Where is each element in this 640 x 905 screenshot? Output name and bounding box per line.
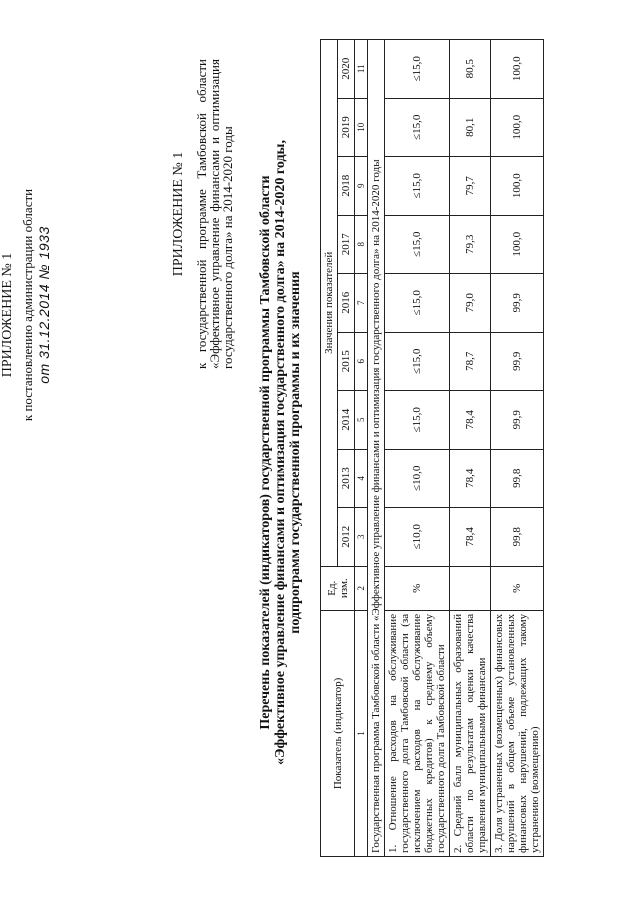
value-cell: ≤15,0 — [385, 332, 450, 391]
value-cell: 99,9 — [491, 274, 544, 333]
indicator-name: 3. Доля устраненных (возмещенных) финансовых нарушений в общем объеме установленных финансовых нарушений, подлежащих такому устранению (возмещению) — [491, 610, 544, 856]
value-cell: 100,0 — [491, 40, 544, 99]
value-cell: 79,0 — [450, 274, 491, 333]
header-unit: Ед. изм. — [321, 566, 355, 610]
header-indicator: Показатель (индикатор) — [321, 610, 355, 856]
column-number: 1 — [355, 610, 368, 856]
value-cell: 100,0 — [491, 215, 544, 274]
title-line-3: подпрограмм государственной программы и их значения — [288, 271, 303, 634]
indicator-name: 1. Отношение расходов на обслуживание государственного долга Тамбовской области (за исключением расходов на обслуживание бюджетных кредитов) к среднему объему государственного долга Тамбовской области — [385, 610, 450, 856]
table-row — [450, 40, 491, 857]
handwritten-date-number: от 31.12.2014 № 1933 — [36, 226, 52, 384]
year-cell: 2014 — [338, 391, 355, 450]
value-cell: 78,4 — [450, 391, 491, 450]
title-line-2: «Эффективное управление финансами и оптимизация государственного долга» на 2014-2020 годы, — [273, 140, 288, 765]
column-number: 3 — [355, 508, 368, 567]
value-cell: ≤10,0 — [385, 449, 450, 508]
year-cell: 2013 — [338, 449, 355, 508]
year-cell: 2016 — [338, 274, 355, 333]
appendix-program-block — [172, 59, 234, 369]
appendix-program-body: к государственной программе Тамбовской области «Эффективное управление финансами и оптимизация государственного долга» на 2014-2020 годы — [194, 59, 235, 369]
value-cell: 78,4 — [450, 449, 491, 508]
value-cell: 78,7 — [450, 332, 491, 391]
year-cell: 2019 — [338, 98, 355, 157]
year-cell: 2015 — [338, 332, 355, 391]
value-cell: 80,5 — [450, 40, 491, 99]
value-cell: 79,3 — [450, 215, 491, 274]
table-row — [385, 40, 450, 857]
column-number: 11 — [355, 40, 368, 99]
column-number: 6 — [355, 332, 368, 391]
indicators-table — [320, 39, 544, 857]
value-cell: ≤15,0 — [385, 40, 450, 99]
value-cell: 79,7 — [450, 157, 491, 216]
value-cell: ≤15,0 — [385, 98, 450, 157]
column-number: 5 — [355, 391, 368, 450]
value-cell: ≤15,0 — [385, 391, 450, 450]
column-number: 7 — [355, 274, 368, 333]
indicator-name: 2. Средний балл муниципальных образований области по результатам оценки качества управления муниципальными финансами — [450, 610, 491, 856]
value-cell: ≤15,0 — [385, 274, 450, 333]
value-cell: 78,4 — [450, 508, 491, 567]
value-cell: 99,9 — [491, 332, 544, 391]
column-number: 9 — [355, 157, 368, 216]
column-number-row — [355, 40, 368, 857]
value-cell: 99,8 — [491, 508, 544, 567]
year-cell: 2018 — [338, 157, 355, 216]
year-cell: 2017 — [338, 215, 355, 274]
appendix-program-heading: ПРИЛОЖЕНИЕ № 1 — [171, 151, 186, 277]
column-number: 8 — [355, 215, 368, 274]
document-title — [258, 0, 303, 905]
value-cell: 99,8 — [491, 449, 544, 508]
value-cell: ≤15,0 — [385, 215, 450, 274]
header-values: Значения показателей — [321, 40, 338, 567]
section-row — [368, 40, 385, 857]
value-cell: 80,1 — [450, 98, 491, 157]
year-cell: 2012 — [338, 508, 355, 567]
unit-cell — [450, 566, 491, 610]
column-number: 4 — [355, 449, 368, 508]
year-cell: 2020 — [338, 40, 355, 99]
table-row — [491, 40, 544, 857]
value-cell: 100,0 — [491, 98, 544, 157]
appendix-admin-heading: ПРИЛОЖЕНИЕ № 1 — [0, 252, 15, 378]
column-number: 2 — [355, 566, 368, 610]
value-cell: 100,0 — [491, 157, 544, 216]
value-cell: ≤10,0 — [385, 508, 450, 567]
title-line-1: Перечень показателей (индикаторов) государственной программы Тамбовской области — [258, 175, 273, 730]
appendix-admin-line: к постановлению администрации области — [20, 188, 35, 422]
value-cell: 99,9 — [491, 391, 544, 450]
column-number: 10 — [355, 98, 368, 157]
value-cell: ≤15,0 — [385, 157, 450, 216]
section-title: Государственная программа Тамбовской области «Эффективное управление финансами и оптимизация государственного долга» на 2014-2020 годы — [368, 40, 385, 857]
unit-cell: % — [491, 566, 544, 610]
unit-cell: % — [385, 566, 450, 610]
